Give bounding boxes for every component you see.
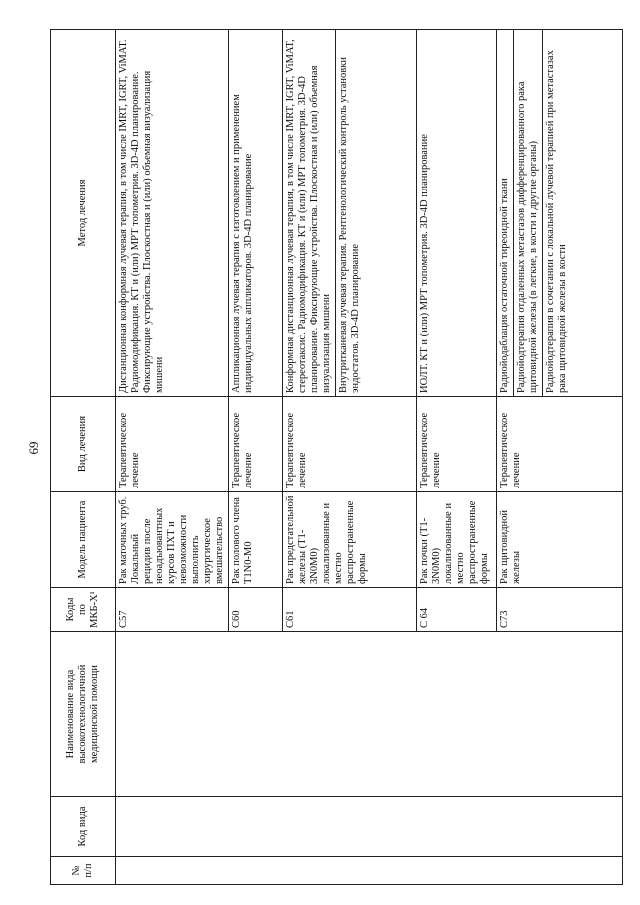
treatment-table <box>50 29 623 885</box>
table-row <box>116 30 229 885</box>
icd-code: C57 <box>116 588 229 632</box>
kind-code-cell <box>116 797 623 857</box>
icd-code: С 64 <box>417 588 497 632</box>
treatment-type: Терапевтическое лечение <box>229 397 283 492</box>
treatment-method <box>417 30 497 397</box>
patient-model: Рак предстательной железы (T1-3N0M0) локализованные и местно распространенные формы <box>283 492 417 588</box>
method-item: Радиойодтерапия в сочетании с локальной лучевой терапией при метастазах рака щитовидной железы в кости <box>542 30 569 396</box>
patient-model: Рак полового члена T1N0-M0 <box>229 492 283 588</box>
icd-code: C61 <box>283 588 417 632</box>
method-item: Конформная дистанционная лучевая терапия, в том числе IMRT, IGRT, ViMAT, стереотаксис. Радиомодификация. КТ и (или) МРТ топометрия. 3D-4D планирование. Фиксирующие устройства. Плоскостная и (или) объемная визуализация мишени <box>285 39 332 393</box>
treatment-method <box>116 30 229 397</box>
header-name: Наименование вида высокотехнологичной медицинской помощи <box>51 632 116 797</box>
treatment-method <box>229 30 283 397</box>
treatment-type: Терапевтическое лечение <box>283 397 417 492</box>
treatment-method <box>283 30 417 397</box>
treatment-type: Терапевтическое лечение <box>116 397 229 492</box>
patient-model: Рак маточных труб. Локальный рецидив после неоадъювантных курсов ПХТ и невозможности выполнить хирургическое вмешательство <box>116 492 229 588</box>
rotated-table-container <box>50 30 610 885</box>
num-cell <box>116 857 623 885</box>
method-item: Внутритканевая лучевая терапия. Рентгенологический контроль установки эндостатов. 3D-4D планирование <box>335 30 362 396</box>
header-treatment-type: Вид лечения <box>51 397 116 492</box>
header-kind-code: Код вида <box>51 797 116 857</box>
patient-model: Рак почки (T1-3N0M0) локализованные и местно распространенные формы <box>417 492 497 588</box>
name-cell <box>116 632 623 797</box>
treatment-type: Терапевтическое лечение <box>497 397 623 492</box>
page-number: 69 <box>26 441 41 455</box>
treatment-type: Терапевтическое лечение <box>417 397 497 492</box>
header-row <box>51 30 116 885</box>
header-num: № п/п <box>51 857 116 885</box>
patient-model: Рак щитовидной железы <box>497 492 623 588</box>
icd-code: C60 <box>229 588 283 632</box>
header-icd: Коды по МКБ-Х¹ <box>51 588 116 632</box>
method-item: Радиойодаблация остаточной тиреоидной ткани <box>499 178 510 393</box>
icd-code: C73 <box>497 588 623 632</box>
method-item: Радиойодтерапия отдаленных метастазов дифференцированного рака щитовидной железы (в легкие, в кости и другие органы) <box>513 30 540 396</box>
header-model: Модель пациента <box>51 492 116 588</box>
header-method: Метод лечения <box>51 30 116 397</box>
method-item: Дистанционная конформная лучевая терапия, в том числе IMRT, IGRT, ViMAT. Радиомодификация. КТ и (или) МРТ топометрия. 3D-4D планирование. Фиксирующие устройства. Плоскостная и (или) объемная визуализация мишени <box>118 39 165 393</box>
method-item: ИОЛТ. КТ и (или) МРТ топометрия. 3D-4D планирование <box>419 134 430 393</box>
treatment-method <box>497 30 623 397</box>
method-item: Аппликационная лучевая терапия с изготовлением и применением индивидуальных аппликаторов. 3D-4D планирование <box>231 94 254 393</box>
